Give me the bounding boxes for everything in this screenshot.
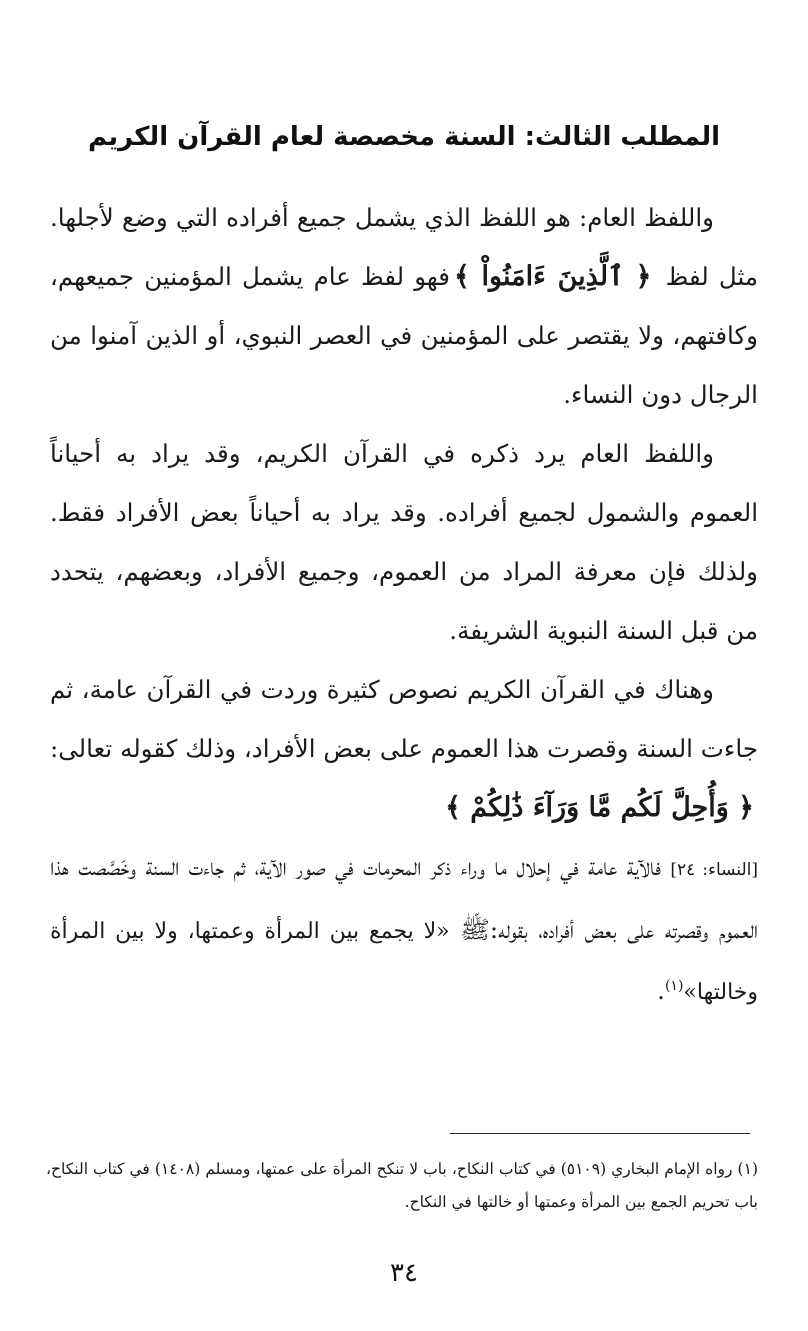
main-text <box>50 188 758 1022</box>
page-number: ٣٤ <box>390 1258 418 1288</box>
section-heading: المطلب الثالث: السنة مخصصة لعام القرآن الكريم <box>87 122 720 152</box>
paragraph-general-term-usage: واللفظ العام يرد ذكره في القرآن الكريم، وقد يراد به أحياناً العموم والشمول لجميع أفراده. وقد يراد به أحياناً بعض الأفراد فقط. ولذلك فإن معرفة المراد من العموم، وجميع الأفراد، وبعضهم، يتحدد من قبل السنة النبوية الشريفة. <box>50 439 758 645</box>
footnotes <box>46 1153 758 1219</box>
paragraph-1-lead: واللفظ العام: هو اللفظ الذي يشمل جميع أفراده التي وضع لأجلها. مثل لفظ <box>50 203 759 291</box>
paragraph-1-tail: فهو لفظ عام يشمل المؤمنين جميعهم، وكافتهم، ولا يقتصر على المؤمنين في العصر النبوي، أو الذين آمنوا من الرجال دون النساء. <box>50 262 758 409</box>
paragraph-3-end: . <box>657 976 665 1005</box>
paragraph-3-lead: وهناك في القرآن الكريم نصوص كثيرة وردت في القرآن عامة، ثم جاءت السنة وقصرت هذا العموم على بعض الأفراد، وذلك كقوله تعالى: <box>50 675 758 763</box>
footnote-1: (١) رواه الإمام البخاري (٥١٠٩) في كتاب النكاح، باب لا تنكح المرأة على عمتها، ومسلم (١٤٠٨) في كتاب النكاح، باب تحريم الجمع بين المرأة وعمتها أو خالتها في النكاح. <box>46 1160 758 1211</box>
footnote-marker: (١) <box>664 977 684 994</box>
paragraph-3-middle: فالآية عامة في إحلال ما وراء ذكر المحرمات في صور الآية، ثم جاءت السنة وخَصَّصت هذا العموم وقصرته على بعض أفراده، بقوله:ﷺ <box>50 852 758 944</box>
quran-verse-alladhina-amanu: ﴿ ٱلَّذِينَ ءَامَنُواْ ﴾ <box>453 261 652 292</box>
hadith-quote: «لا يجمع بين المرأة وعمتها، ولا بين المرأة وخالتها» <box>50 919 758 1005</box>
quran-verse-wa-uhilla: ﴿ وَأُحِلَّ لَكُم مَّا وَرَآءَ ذَٰلِكُمْ ﴾ <box>445 792 754 823</box>
footnote-separator <box>450 1133 750 1134</box>
paragraph-general-term <box>50 188 758 424</box>
verse-reference: [النساء: ٢٤] <box>670 860 758 880</box>
paragraph-sunnah-specification <box>50 660 758 1022</box>
